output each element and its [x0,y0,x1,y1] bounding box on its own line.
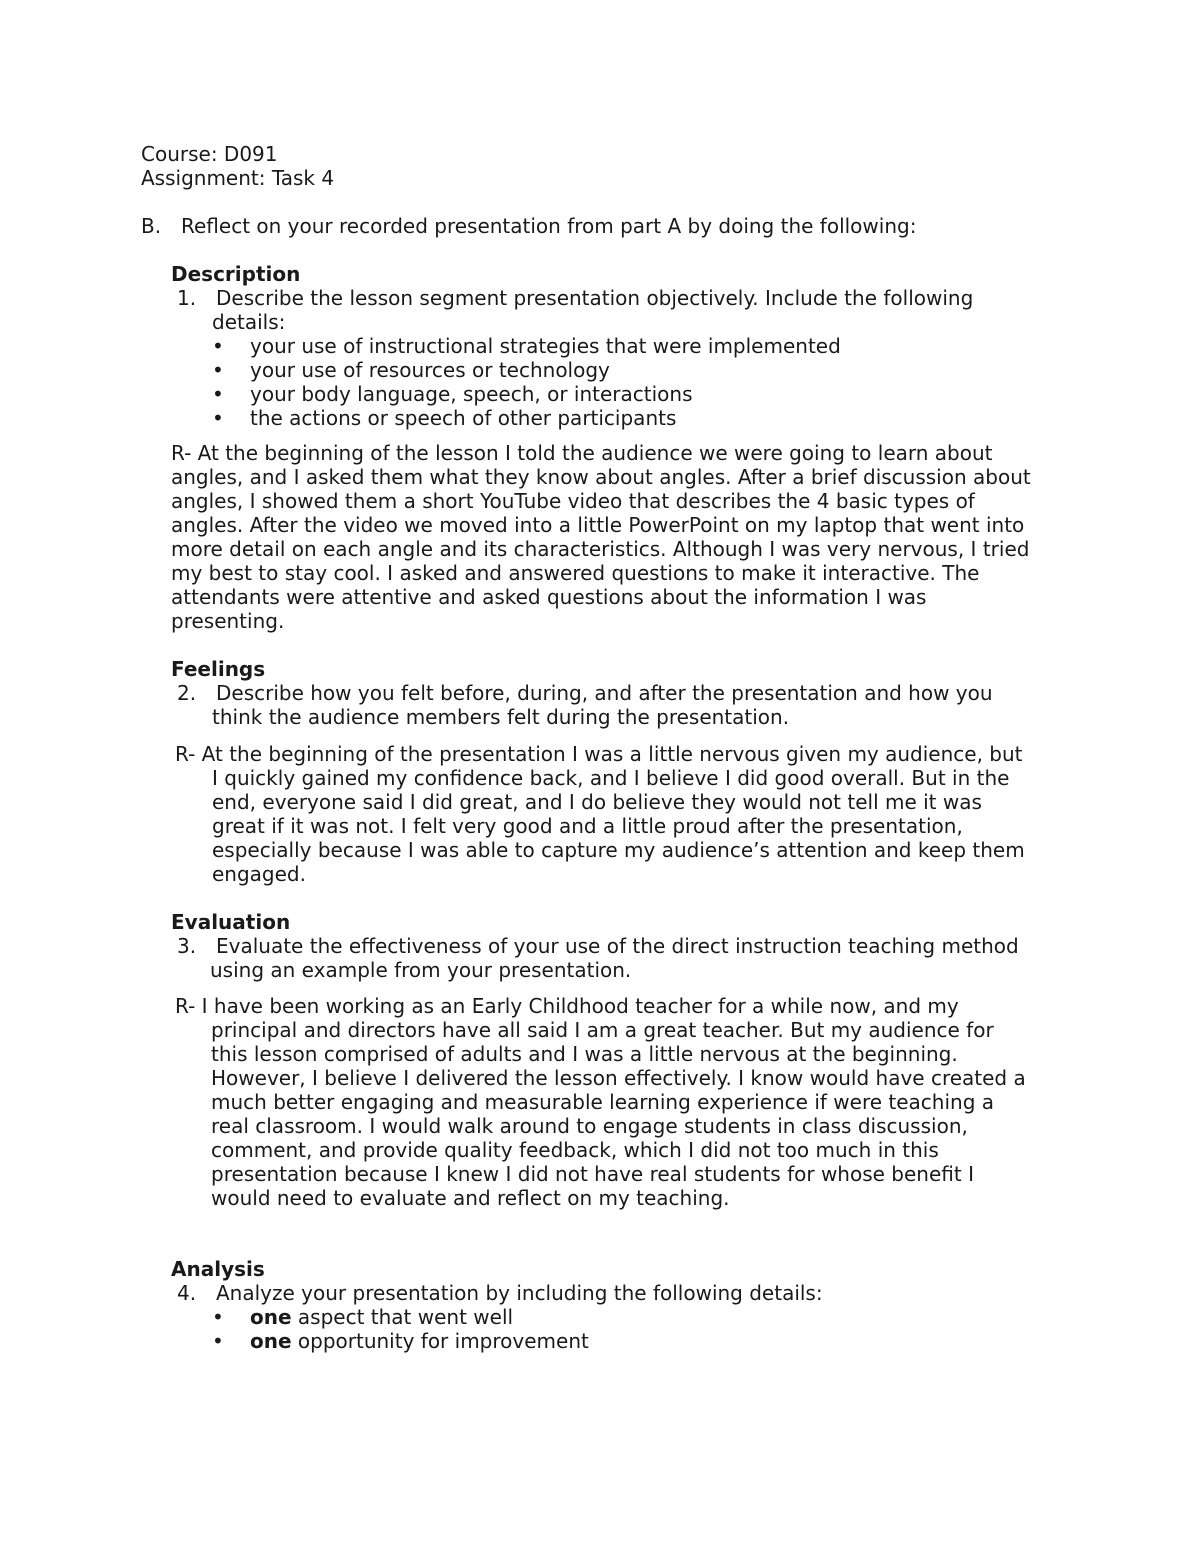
feelings-question [171,681,1121,729]
part-b-prompt [141,214,1141,238]
analysis-question-number: 4. [177,1281,197,1305]
list-item: • your use of resources or technology [212,358,610,382]
description-question-line-2: details: [212,310,286,334]
analysis-heading: Analysis [171,1257,265,1281]
list-item: • one aspect that went well [212,1305,514,1329]
evaluation-question-line-2: using an example from your presentation. [210,958,632,982]
list-item: • your use of instructional strategies that were implemented [212,334,841,358]
feelings-response: R- At the beginning of the presentation I was a little nervous given my audience, but I quickly gained my confidence back, and I believe I did good overall. But in the end, everyone said I did great, and I do believe they would not tell me it was great if it was not. I felt very good and a little proud after the presentation, especially because I was able to capture my audience’s attention and keep them engaged. [175,742,1025,886]
evaluation-heading: Evaluation [171,910,291,934]
evaluation-question-number: 3. [177,934,197,958]
course-label: Course: D091 [141,142,278,166]
evaluation-question-line-1: Evaluate the effectiveness of your use of the direct instruction teaching method [216,934,1019,958]
feelings-question-number: 2. [177,681,197,705]
description-question-line-1: Describe the lesson segment presentation objectively. Include the following [216,286,974,310]
assignment-label: Assignment: Task 4 [141,166,335,190]
evaluation-response: R- I have been working as an Early Childhood teacher for a while now, and my principal and directors have all said I am a great teacher. But my audience for this lesson comprised of adults and I was a little nervous at the beginning. However, I believe I delivered the lesson effectively. I know would have created a much better engaging and measurable learning experience if were teaching a real classroom. I would walk around to engage students in class discussion, comment, and provide quality feedback, which I did not too much in this presentation because I knew I did not have real students for whose benefit I would need to evaluate and reflect on my teaching. [175,994,1026,1210]
document-header [141,142,334,190]
description-bullets [212,334,1112,430]
part-b-text: Reflect on your recorded presentation from part A by doing the following: [181,214,917,238]
analysis-question [171,1281,1121,1305]
evaluation-question [171,934,1121,982]
list-item: • the actions or speech of other participants [212,406,677,430]
description-question-number: 1. [177,286,197,310]
list-item: • your body language, speech, or interactions [212,382,693,406]
feelings-heading: Feelings [171,657,266,681]
description-heading: Description [171,262,301,286]
description-question [171,286,1121,334]
feelings-question-line-2: think the audience members felt during the presentation. [212,705,790,729]
description-response: R- At the beginning of the lesson I told the audience we were going to learn about angles, and I asked them what they know about angles. After a brief discussion about angles, I showed them a short YouTube video that describes the 4 basic types of angles. After the video we moved into a little PowerPoint on my laptop that went into more detail on each angle and its characteristics. Although I was very nervous, I tried my best to stay cool. I asked and answered questions to make it interactive. The attendants were attentive and asked questions about the information I was presenting. [171,441,1031,633]
analysis-bullets [212,1305,1112,1353]
part-b-marker: B. [141,214,162,238]
feelings-question-line-1: Describe how you felt before, during, and after the presentation and how you [216,681,993,705]
analysis-question-text: Analyze your presentation by including the following details: [216,1281,823,1305]
list-item: • one opportunity for improvement [212,1329,589,1353]
